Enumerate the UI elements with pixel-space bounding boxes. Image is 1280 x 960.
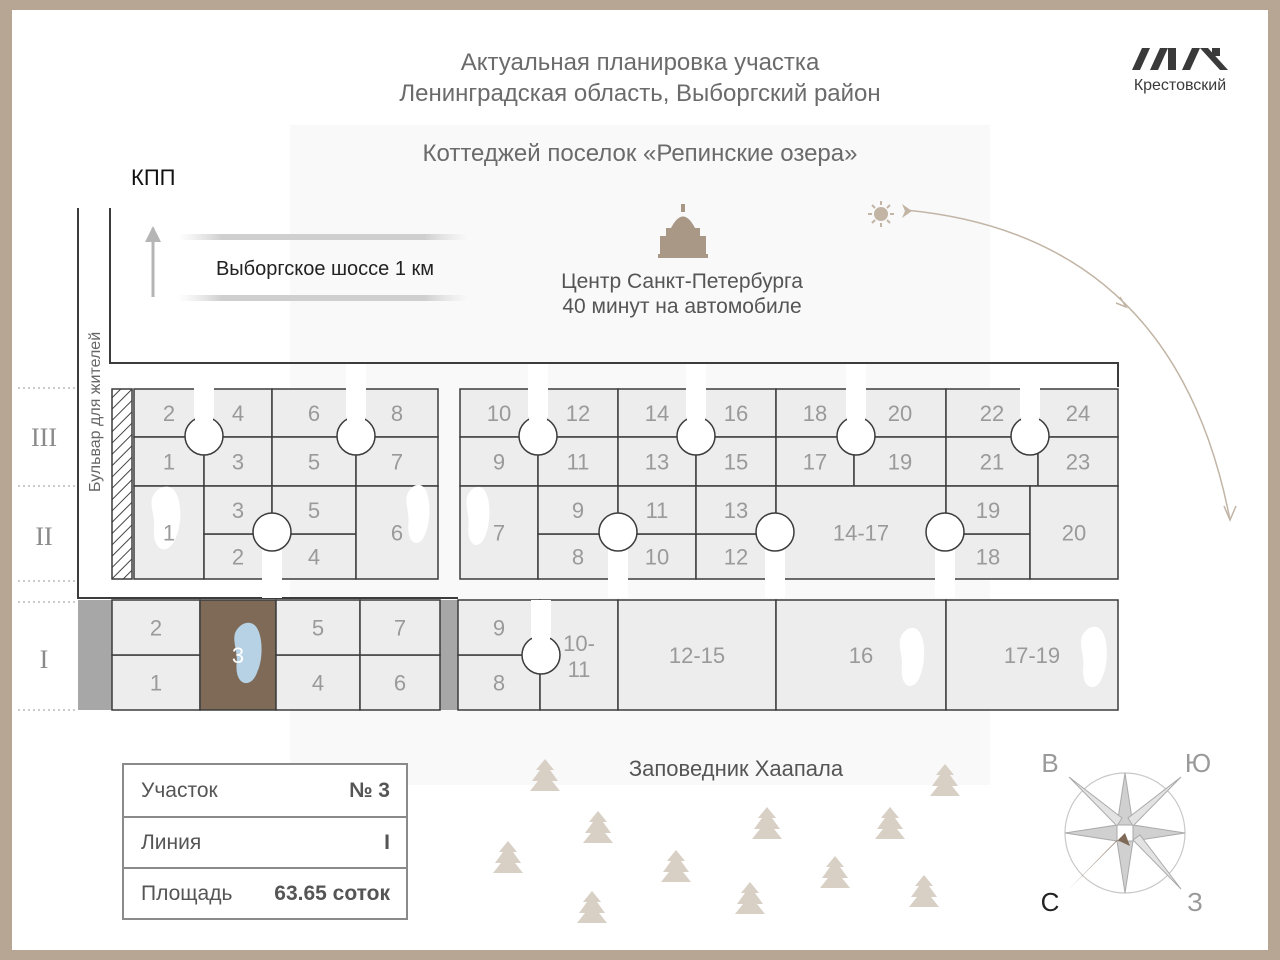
lot-label-III-23: 24 — [1065, 401, 1091, 426]
lot-label-III-18: 19 — [887, 449, 913, 475]
cul-de-sac-3 — [677, 417, 715, 455]
lot-label-II-4: 5 — [307, 498, 321, 523]
cul-de-sac-cover-10 — [532, 600, 550, 639]
lot-label-I-0: 1 — [149, 670, 163, 696]
lot-label-III-6: 7 — [390, 449, 404, 475]
info-row-plot — [124, 765, 406, 816]
cul-de-sac-5 — [1011, 417, 1049, 455]
lot-label-II-0: 1 — [162, 520, 176, 546]
cul-de-sac-cover-4 — [847, 364, 865, 420]
lot-label-III-20: 21 — [979, 449, 1005, 475]
lot-label-II-8: 9 — [571, 498, 585, 523]
line-label: Линия — [141, 830, 202, 854]
lot-label-II-5: 6 — [390, 520, 404, 546]
title-line-1: Актуальная планировка участка — [460, 49, 820, 76]
lot-label-I-12: 17-19 — [1003, 643, 1061, 668]
row-label-I: I — [39, 645, 49, 674]
lot-label-I-11: 16 — [848, 643, 874, 668]
cul-de-sac-7 — [599, 513, 637, 551]
info-row-line — [124, 816, 406, 867]
cul-de-sac-cover-5 — [1021, 364, 1039, 420]
lot-label-II-7: 8 — [571, 544, 585, 570]
cul-de-sac-cover-3 — [687, 364, 705, 420]
city-center-line-2: 40 минут на автомобиле — [562, 295, 802, 318]
lot-label-III-9: 10 — [486, 401, 512, 426]
lot-label-III-13: 14 — [644, 401, 670, 426]
checkpoint-label: КПП — [131, 165, 176, 190]
cul-de-sac-1 — [337, 417, 375, 455]
lot-label-III-10: 11 — [566, 449, 590, 475]
lot-label-I-5: 6 — [393, 670, 407, 696]
lot-label-III-7: 8 — [390, 401, 404, 426]
line-value: I — [384, 830, 390, 854]
lot-label-III-11: 12 — [565, 401, 591, 426]
compass-west: З — [1187, 887, 1203, 917]
cul-de-sac-2 — [519, 417, 557, 455]
row-label-III: III — [31, 423, 57, 452]
lot-label-II-2: 3 — [231, 498, 245, 523]
village-name: Коттеджей поселок «Репинские озера» — [422, 140, 858, 167]
lot-label-III-4: 5 — [307, 449, 321, 475]
cul-de-sac-8 — [756, 513, 794, 551]
lot-label-I-2: 3 — [231, 643, 245, 668]
lot-label-III-16: 17 — [802, 449, 828, 475]
lot-label-III-12: 13 — [644, 449, 670, 475]
cul-de-sac-10 — [522, 636, 560, 674]
lot-label-line: 10- — [563, 631, 595, 656]
area-label: Площадь — [141, 881, 233, 905]
boulevard-label: Бульвар для жителей — [87, 331, 104, 492]
hatched-buffer-zone — [112, 389, 132, 579]
highway-label: Выборгское шоссе 1 км — [215, 258, 435, 280]
lot-label-II-9: 10 — [644, 544, 670, 570]
lot-label-I-6: 7 — [393, 615, 407, 641]
highway-band-top — [178, 234, 468, 240]
plot-label: Участок — [141, 778, 218, 802]
lot-label-II-16: 20 — [1061, 520, 1087, 546]
lot-label-I-4: 5 — [311, 615, 325, 641]
lot-label-III-0: 1 — [162, 449, 176, 475]
logo-text: Крестовский — [1133, 77, 1227, 94]
cul-de-sac-6 — [253, 513, 291, 551]
title-line-2: Ленинградская область, Выборгский район — [399, 80, 881, 107]
city-center-line-1: Центр Санкт-Петербурга — [561, 270, 803, 293]
lot-label-I-10: 12-15 — [668, 643, 726, 668]
compass-rose-icon — [1065, 773, 1185, 893]
lot-label-II-11: 12 — [723, 544, 749, 570]
lot-label-II-10: 11 — [645, 498, 669, 523]
lot-label-II-13: 14-17 — [832, 520, 890, 546]
lot-label-II-3: 4 — [307, 544, 321, 570]
lot-label-III-5: 6 — [307, 401, 321, 426]
lot-label-I-8: 9 — [492, 615, 506, 641]
lot-label-II-15: 19 — [975, 498, 1001, 523]
cul-de-sac-cover-1 — [347, 364, 365, 420]
plot-value: № 3 — [349, 778, 390, 802]
info-row-area — [124, 867, 406, 918]
row-label-II: II — [35, 522, 53, 551]
lot-label-III-21: 22 — [979, 401, 1005, 426]
compass-north: С — [1040, 887, 1060, 917]
cul-de-sac-9 — [926, 513, 964, 551]
lot-label-III-8: 9 — [492, 449, 506, 475]
gray-block-middle — [440, 600, 458, 710]
lot-label-III-15: 16 — [723, 401, 749, 426]
area-value: 63.65 соток — [274, 881, 390, 905]
plot-info-card — [122, 763, 408, 920]
cul-de-sac-0 — [185, 417, 223, 455]
lot-label-III-14: 15 — [723, 449, 749, 475]
cul-de-sac-cover-0 — [195, 364, 213, 420]
lot-label-III-1: 2 — [162, 401, 176, 426]
highway-band-bottom — [178, 295, 468, 301]
gray-block-left — [78, 600, 112, 710]
reserve-label: Заповедник Хаапала — [628, 756, 844, 781]
lot-label-II-1: 2 — [231, 544, 245, 570]
compass-south: Ю — [1184, 748, 1212, 778]
lot-label-I-3: 4 — [311, 670, 325, 696]
lot-label-I-1: 2 — [149, 615, 163, 641]
lot-label-III-2: 3 — [231, 449, 245, 475]
lot-label-II-14: 18 — [975, 544, 1001, 570]
lot-label-I-9 — [563, 631, 595, 682]
lot-label-III-17: 18 — [802, 401, 828, 426]
cul-de-sac-4 — [837, 417, 875, 455]
lot-label-I-7: 8 — [492, 670, 506, 696]
compass-east: В — [1041, 748, 1059, 778]
lot-label-III-19: 20 — [887, 401, 913, 426]
lot-label-III-22: 23 — [1065, 449, 1091, 475]
lot-label-III-3: 4 — [231, 401, 245, 426]
cul-de-sac-cover-2 — [529, 364, 547, 420]
lot-label-II-6: 7 — [492, 520, 506, 546]
lot-label-line: 11 — [567, 657, 591, 682]
lot-label-II-12: 13 — [723, 498, 749, 523]
